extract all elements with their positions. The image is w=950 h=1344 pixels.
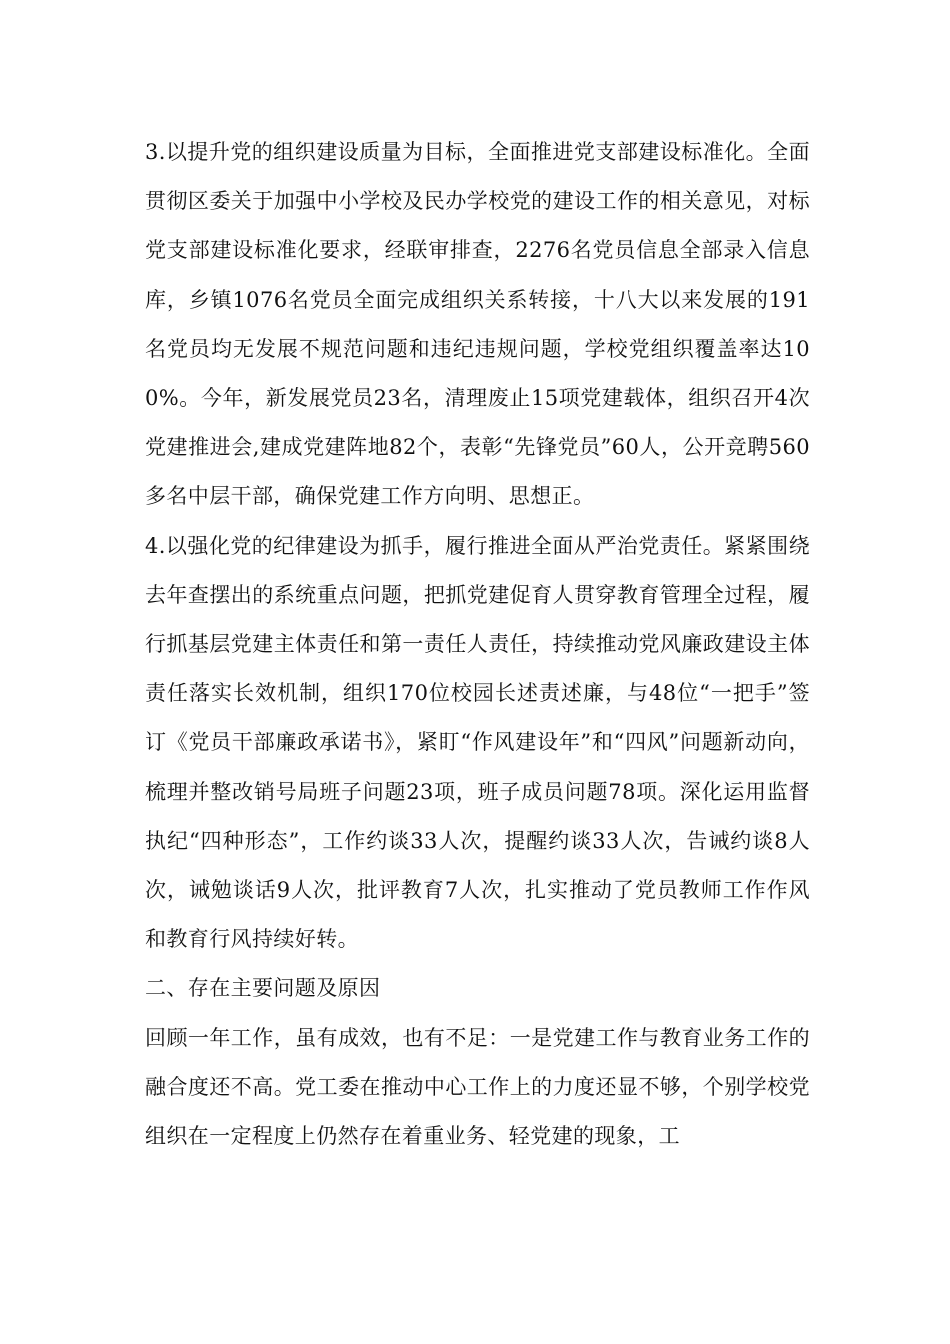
- paragraph-party-discipline: 4.以强化党的纪律建设为抓手，履行推进全面从严治党责任。紧紧围绕去年查摆出的系统重点问题，把抓党建促育人贯穿教育管理全过程，履行抓基层党建主体责任和第一责任人责任，持续推动党风廉政建设主体责任落实长效机制，组织170位校园长述责述廉，与48位“一把手”签订《党员干部廉政承诺书》，紧盯“作风建设年”和“四风”问题新动向，梳理并整改销号局班子问题23项，班子成员问题78项。深化运用监督执纪“四种形态”，工作约谈33人次，提醒约谈33人次，告诫约谈8人次，诫勉谈话9人次，批评教育7人次，扎实推动了党员教师工作作风和教育行风持续好转。: [145, 533, 810, 952]
- paragraph-party-organization: 3.以提升党的组织建设质量为目标，全面推进党支部建设标准化。全面贯彻区委关于加强中小学校及民办学校党的建设工作的相关意见，对标党支部建设标准化要求，经联审排查，2276名党员信息全部录入信息库，乡镇1076名党员全面完成组织关系转接，十八大以来发展的191名党员均无发展不规范问题和违纪违规问题，学校党组织覆盖率达100%。今年，新发展党员23名，清理废止15项党建载体，组织召开4次党建推进会,建成党建阵地82个，表彰“先锋党员”60人，公开竞聘560多名中层干部，确保党建工作方向明、思想正。: [145, 140, 810, 509]
- paragraph-review: 回顾一年工作，虽有成效，也有不足：一是党建工作与教育业务工作的融合度还不高。党工委在推动中心工作上的力度还显不够，个别学校党组织在一定程度上仍然存在着重业务、轻党建的现象，工: [145, 1025, 810, 1149]
- document-body: [145, 128, 810, 1161]
- section-heading-problems: 二、存在主要问题及原因: [145, 976, 381, 1001]
